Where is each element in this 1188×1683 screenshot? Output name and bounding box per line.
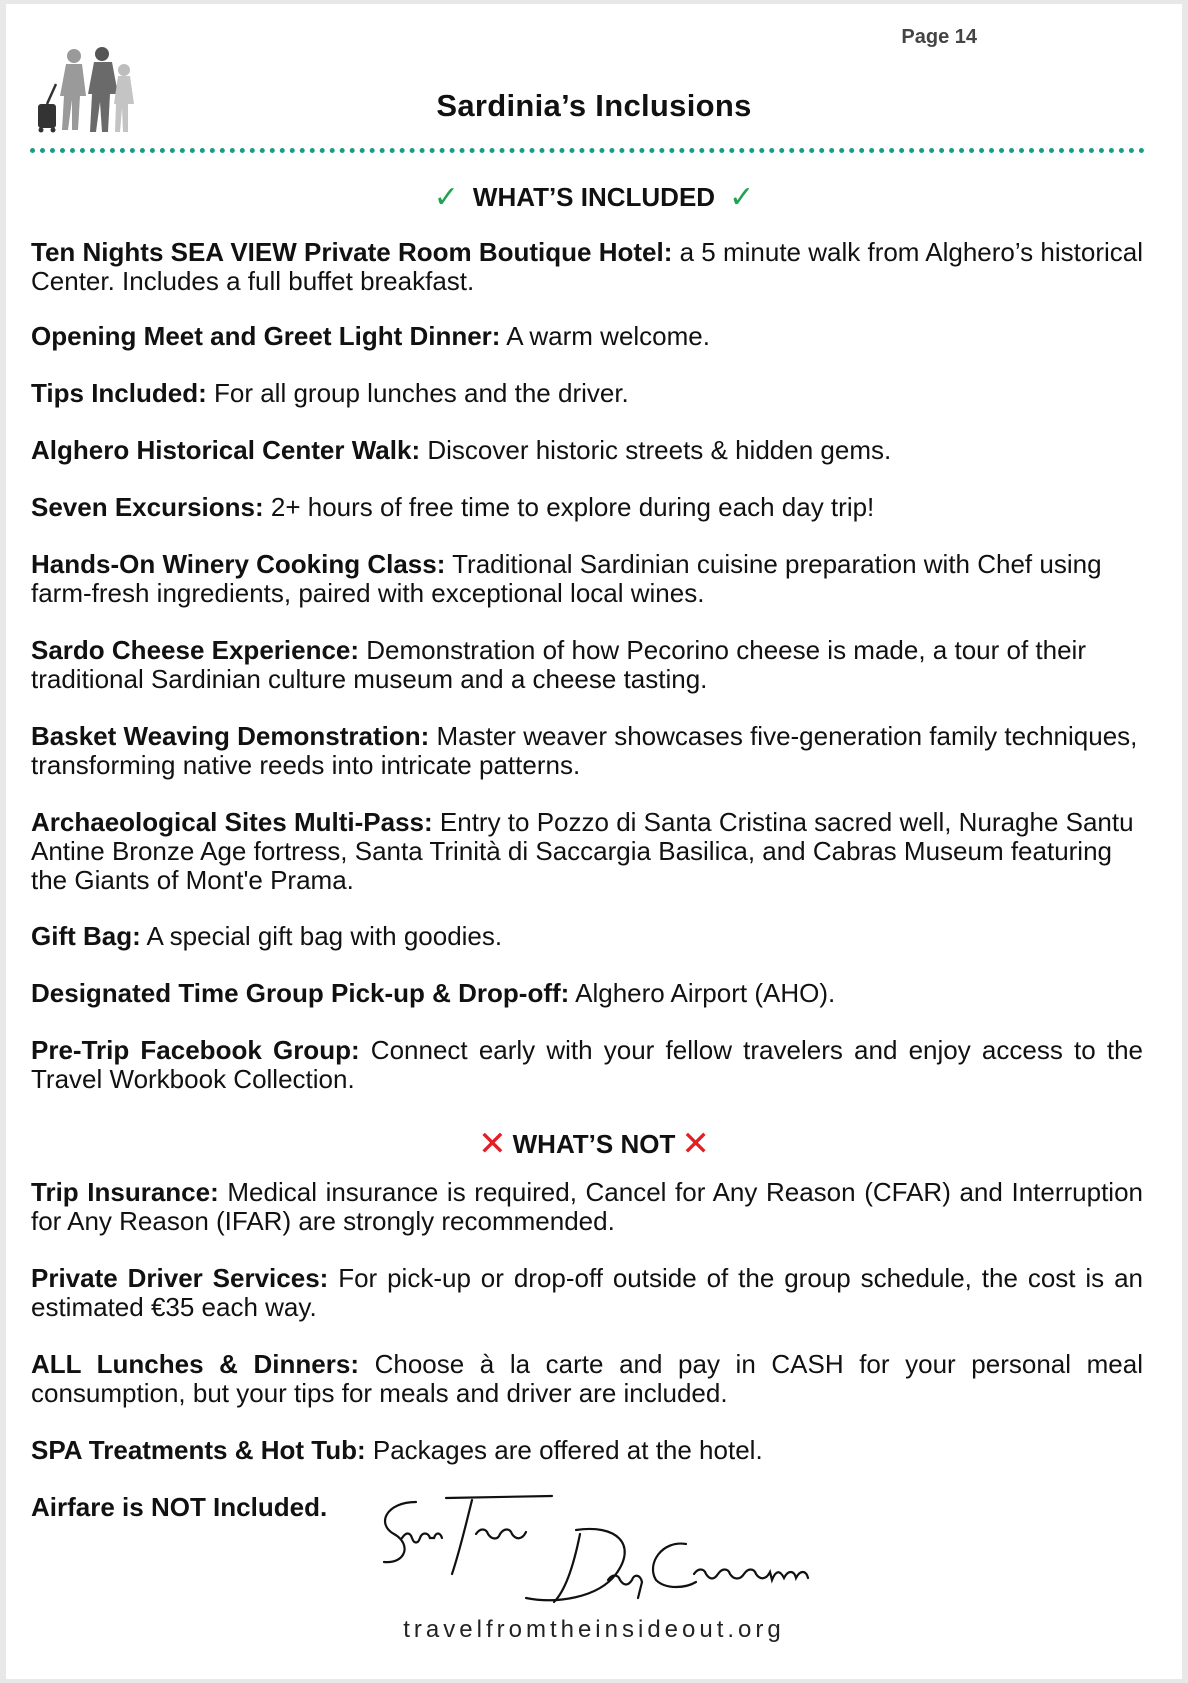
item-text: Discover historic streets & hidden gems. <box>420 435 892 465</box>
item-label: Sardo Cheese Experience: <box>31 635 360 665</box>
item-label: Trip Insurance: <box>31 1177 219 1207</box>
item-text: Alghero Airport (AHO). <box>569 978 836 1008</box>
included-item <box>31 1036 1143 1094</box>
item-text: Traditional Sardinian cuisine preparation with Chef using farm-fresh ingredients, paired with exceptional local wines. <box>31 549 1102 608</box>
included-heading <box>6 180 1182 215</box>
document-page <box>6 4 1182 1679</box>
not-included-item <box>31 1436 1143 1465</box>
item-text: A special gift bag with goodies. <box>140 921 503 951</box>
included-item <box>31 550 1143 608</box>
item-text: Choose à la carte and pay in CASH for your personal meal consumption, but your tips for meals and driver are included. <box>31 1349 1143 1408</box>
item-label: Pre-Trip Facebook Group: <box>31 1035 360 1065</box>
item-label: Ten Nights SEA VIEW Private Room Boutique Hotel: <box>31 237 673 267</box>
not-included-item <box>31 1350 1143 1408</box>
item-text: Packages are offered at the hotel. <box>365 1435 763 1465</box>
item-text: 2+ hours of free time to explore during each day trip! <box>263 492 875 522</box>
item-text: For all group lunches and the driver. <box>206 378 629 408</box>
included-item <box>31 493 1143 522</box>
item-text: Connect early with your fellow travelers and enjoy access to the Travel Workbook Collection. <box>31 1035 1144 1094</box>
item-label: Seven Excursions: <box>31 492 264 522</box>
item-text: Master weaver showcases five-generation family techniques, transforming native reeds into intricate patterns. <box>31 721 1138 780</box>
item-text: Medical insurance is required, Cancel for Any Reason (CFAR) and Interruption for Any Reason (IFAR) are strongly recommended. <box>31 1177 1143 1236</box>
included-item <box>31 436 1143 465</box>
item-text: a 5 minute walk from Alghero’s historical Center. Includes a full buffet breakfast. <box>31 237 1143 296</box>
item-label: SPA Treatments & Hot Tub: <box>31 1435 366 1465</box>
item-label: Opening Meet and Greet Light Dinner: <box>31 321 501 351</box>
item-label: Tips Included: <box>31 378 207 408</box>
item-label: Basket Weaving Demonstration: <box>31 721 430 751</box>
included-item <box>31 238 1143 296</box>
cross-icon: ✕ <box>681 1125 710 1163</box>
not-included-item <box>31 1178 1143 1236</box>
included-item <box>31 922 1143 951</box>
item-label: ALL Lunches & Dinners: <box>31 1349 359 1379</box>
included-heading-text: WHAT’S INCLUDED <box>472 182 716 212</box>
signature-logo <box>376 1494 856 1634</box>
item-label: Designated Time Group Pick-up & Drop-off: <box>31 978 570 1008</box>
item-label: Gift Bag: <box>31 921 141 951</box>
dotted-divider <box>30 148 1145 153</box>
item-label: Archaeological Sites Multi-Pass: <box>31 807 433 837</box>
not-included-heading-text: WHAT’S NOT <box>512 1128 676 1159</box>
page-number: Page 14 <box>901 26 977 48</box>
item-text: Entry to Pozzo di Santa Cristina sacred well, Nuraghe Santu Antine Bronze Age fortress, Santa Trinità di Saccargia Basilica, and Cabras Museum featuring the Giants of Mont'e Prama. <box>31 807 1134 895</box>
website-url: travelfromtheinsideout.org <box>403 1616 785 1643</box>
not-included-heading <box>6 1124 1182 1164</box>
check-icon: ✓ <box>433 181 459 214</box>
item-label: Alghero Historical Center Walk: <box>31 435 421 465</box>
check-icon: ✓ <box>729 181 755 214</box>
page-title: Sardinia’s Inclusions <box>436 88 752 123</box>
included-item <box>31 379 1143 408</box>
included-item <box>31 808 1143 895</box>
not-included-item <box>31 1264 1143 1322</box>
item-label: Hands-On Winery Cooking Class: <box>31 549 446 579</box>
included-item <box>31 636 1143 694</box>
cross-icon: ✕ <box>478 1125 507 1163</box>
item-text: A warm welcome. <box>500 321 710 351</box>
included-item <box>31 979 1143 1008</box>
included-item <box>31 322 1143 351</box>
item-text: Demonstration of how Pecorino cheese is made, a tour of their traditional Sardinian culture museum and a cheese tasting. <box>31 635 1086 694</box>
included-item <box>31 722 1143 780</box>
item-text: For pick-up or drop-off outside of the group schedule, the cost is an estimated €35 each way. <box>31 1263 1143 1322</box>
item-label: Private Driver Services: <box>31 1263 329 1293</box>
item-label: Airfare is NOT Included. <box>31 1492 328 1522</box>
